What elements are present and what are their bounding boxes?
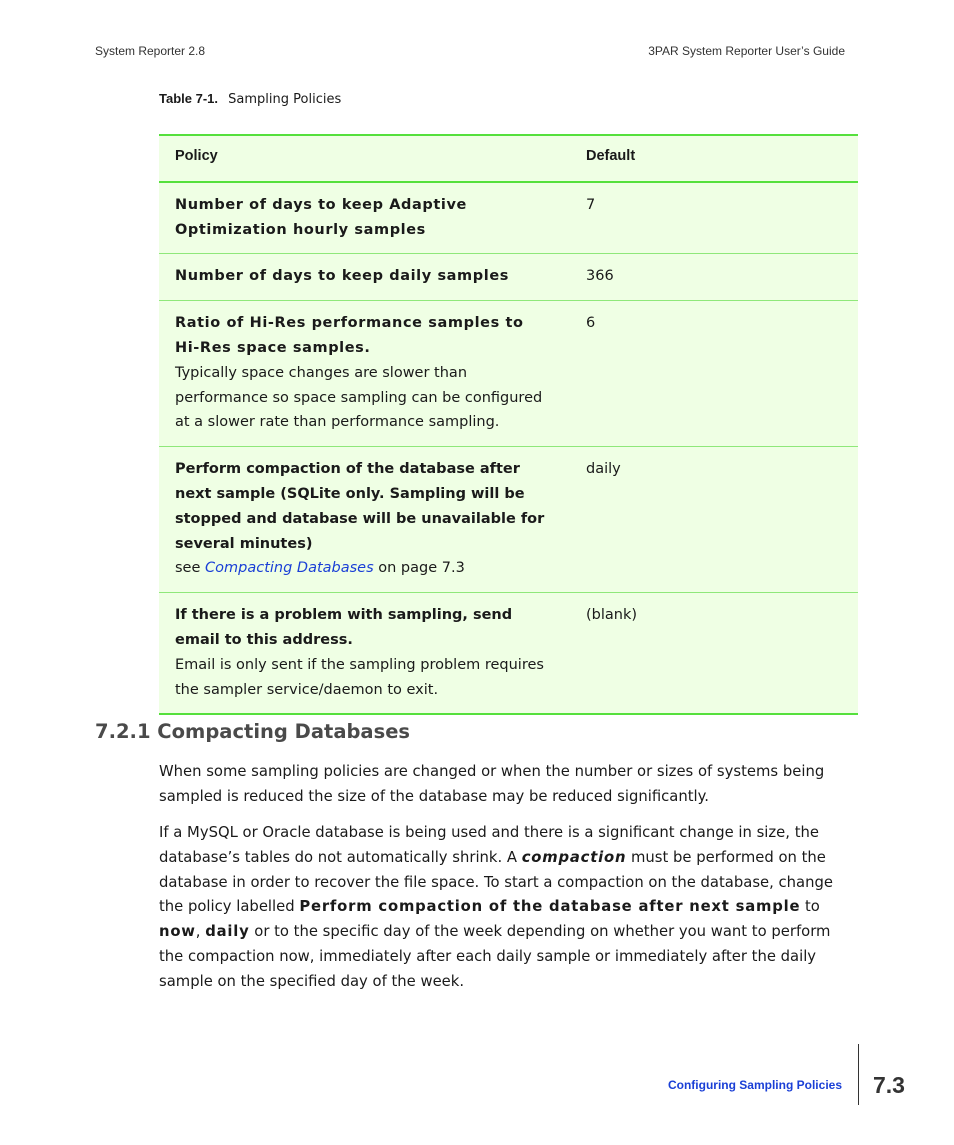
sampling-policies-table	[159, 134, 858, 715]
text-run: If a MySQL or Oracle database is being used and there is a significant change in size, the database’s tables do not automatically shrink. A	[159, 824, 819, 866]
policy-name: Number of days to keep daily samples	[175, 268, 509, 285]
value-daily: daily	[205, 923, 250, 941]
column-header-policy: Policy	[159, 135, 570, 182]
text-run: ,	[195, 923, 206, 941]
policy-name: Number of days to keep Adaptive Optimization hourly samples	[175, 196, 467, 238]
policy-name: Ratio of Hi-Res performance samples to Hi-Res space samples.	[175, 315, 524, 356]
policy-name: If there is a problem with sampling, send email to this address.	[175, 607, 513, 648]
default-cell: daily	[570, 447, 858, 593]
default-cell: (blank)	[570, 593, 858, 715]
policy-cell	[159, 182, 570, 254]
default-cell: 366	[570, 254, 858, 301]
compacting-databases-link[interactable]: Compacting Databases	[205, 560, 374, 577]
page-number: 7.3	[873, 1072, 905, 1098]
policy-cell	[159, 301, 570, 447]
table-row	[159, 593, 858, 715]
table-caption	[159, 91, 341, 107]
text-run: to	[800, 898, 820, 916]
paragraph-compaction	[159, 821, 859, 995]
policy-description: Typically space changes are slower than performance so space sampling can be configured at a slower rate than performance sampling.	[175, 364, 543, 431]
text-run: must be performed on the database in order to recover the file space. To start a compaction on the database, change the policy labelled	[159, 848, 834, 916]
policy-cell	[159, 447, 570, 593]
policy-name: Perform compaction of the database after next sample (SQLite only. Sampling will be stopped and database will be unavailable for several minutes)	[175, 461, 545, 552]
table-row	[159, 182, 858, 254]
see-text: see	[175, 560, 206, 577]
policy-cell	[159, 254, 570, 301]
section-heading: 7.2.1 Compacting Databases	[95, 720, 411, 743]
policy-cell	[159, 593, 570, 715]
footer-chapter-title: Configuring Sampling Policies	[667, 1078, 842, 1092]
table-row	[159, 447, 858, 593]
text-run: or to the specific day of the week depending on whether you want to perform the compaction now, immediately after each daily sample or immediately after the daily sample on the specified day of the week.	[159, 923, 831, 990]
footer-divider	[858, 1044, 859, 1105]
table-header-row	[159, 135, 858, 182]
column-header-default: Default	[570, 135, 858, 182]
running-header-right: 3PAR System Reporter User’s Guide	[648, 44, 845, 58]
page-ref-text: on page 7.3	[373, 560, 465, 577]
default-cell: 6	[570, 301, 858, 447]
policy-label-reference: Perform compaction of the database after next sample	[299, 898, 801, 916]
paragraph-intro: When some sampling policies are changed or when the number or sizes of systems being sampled is reduced the size of the database may be reduced significantly.	[159, 763, 825, 805]
table-caption-number: Table 7-1.	[159, 91, 219, 106]
table-caption-title: Sampling Policies	[228, 92, 342, 107]
policy-description	[175, 556, 554, 581]
term-compaction: compaction	[521, 848, 627, 866]
default-cell: 7	[570, 182, 858, 254]
table-row	[159, 254, 858, 301]
policy-description: Email is only sent if the sampling problem requires the sampler service/daemon to exit.	[175, 656, 544, 698]
value-now: now	[159, 923, 196, 941]
table-row	[159, 301, 858, 447]
running-header-left: System Reporter 2.8	[95, 44, 206, 58]
